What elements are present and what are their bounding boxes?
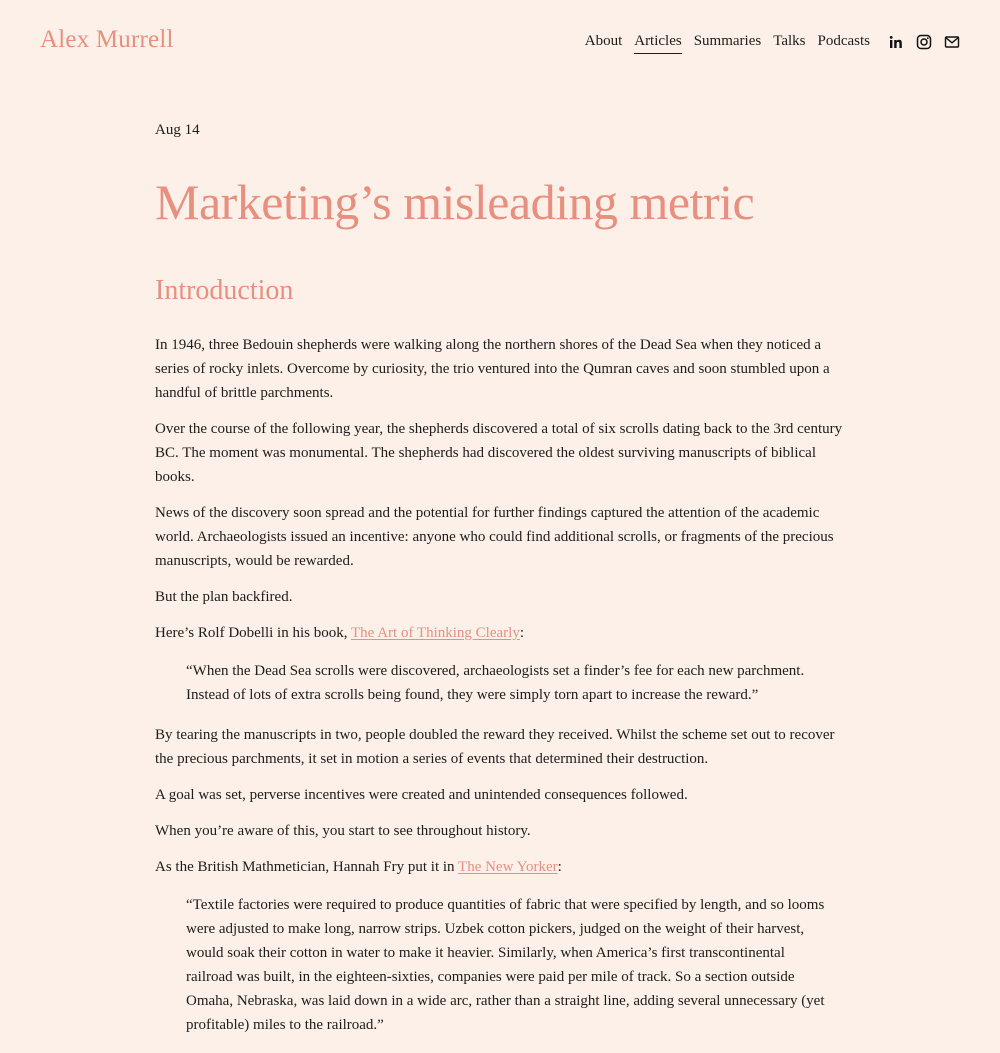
social-links [888,34,960,50]
paragraph-text: Here’s Rolf Dobelli in his book, [155,625,351,641]
email-icon[interactable] [944,34,960,50]
instagram-icon[interactable] [916,34,932,50]
blockquote: “When the Dead Sea scrolls were discovered, archaeologists set a finder’s fee for each new parchment. Instead of lots of extra scrolls being found, they were simply torn apart to increase the reward.” [186,663,805,703]
paragraph: Over the course of the following year, the shepherds discovered a total of six scrolls dating back to the 3rd century BC. The moment was monumental. The shepherds had discovered the oldest surviving manuscripts of biblical books. [155,421,843,485]
section-heading: Introduction [155,275,294,306]
nav-summaries[interactable]: Summaries [693,33,762,49]
site-header [0,0,1000,84]
main-nav [573,33,870,54]
new-yorker-link[interactable]: The New Yorker [458,859,558,875]
nav-articles[interactable]: Articles [634,33,681,54]
paragraph: By tearing the manuscripts in two, people doubled the reward they received. Whilst the scheme set out to recover the precious parchments, it set in motion a series of events that determined their destruction. [155,727,835,767]
nav-about[interactable]: About [584,33,623,49]
linkedin-icon[interactable] [888,34,904,50]
article-title: Marketing’s misleading metric [155,174,755,230]
article [155,122,855,1053]
paragraph [155,855,855,879]
paragraph: But the plan backfired. [155,589,293,605]
blockquote: “Textile factories were required to produce quantities of fabric that were specified by length, and so looms were adjusted to make long, narrow strips. Uzbek cotton pickers, judged on the weight of their harvest, would soak their cotton in water to make it heavier. Similarly, when America’s first transcontinental railroad was built, in the eighteen-sixties, companies were paid per mile of track. So a section outside Omaha, Nebraska, was laid down in a wide arc, rather than a straight line, adding several unnecessary (yet profitable) miles to the railroad.” [186,897,825,1033]
article-date: Aug 14 [155,122,200,138]
paragraph-text: : [557,859,562,875]
paragraph: News of the discovery soon spread and the potential for further findings captured the attention of the academic world. Archaeologists issued an incentive: anyone who could find additional scrolls, or fragments of the precious manuscripts, would be rewarded. [155,505,834,569]
paragraph: When you’re aware of this, you start to see throughout history. [155,823,531,839]
book-link[interactable]: The Art of Thinking Clearly [350,625,520,641]
nav-talks[interactable]: Talks [773,33,806,49]
paragraph-text: As the British Mathmetician, Hannah Fry put it in [155,859,459,875]
nav-podcasts[interactable]: Podcasts [817,33,870,49]
site-logo[interactable]: Alex Murrell [40,26,174,53]
paragraph-text: : [519,625,525,641]
paragraph: In 1946, three Bedouin shepherds were walking along the northern shores of the Dead Sea when they noticed a series of rocky inlets. Overcome by curiosity, the trio ventured into the Qumran caves and soon stumbled upon a handful of brittle parchments. [155,337,830,401]
paragraph [155,621,855,645]
paragraph: A goal was set, perverse incentives were created and unintended consequences followed. [155,787,688,803]
